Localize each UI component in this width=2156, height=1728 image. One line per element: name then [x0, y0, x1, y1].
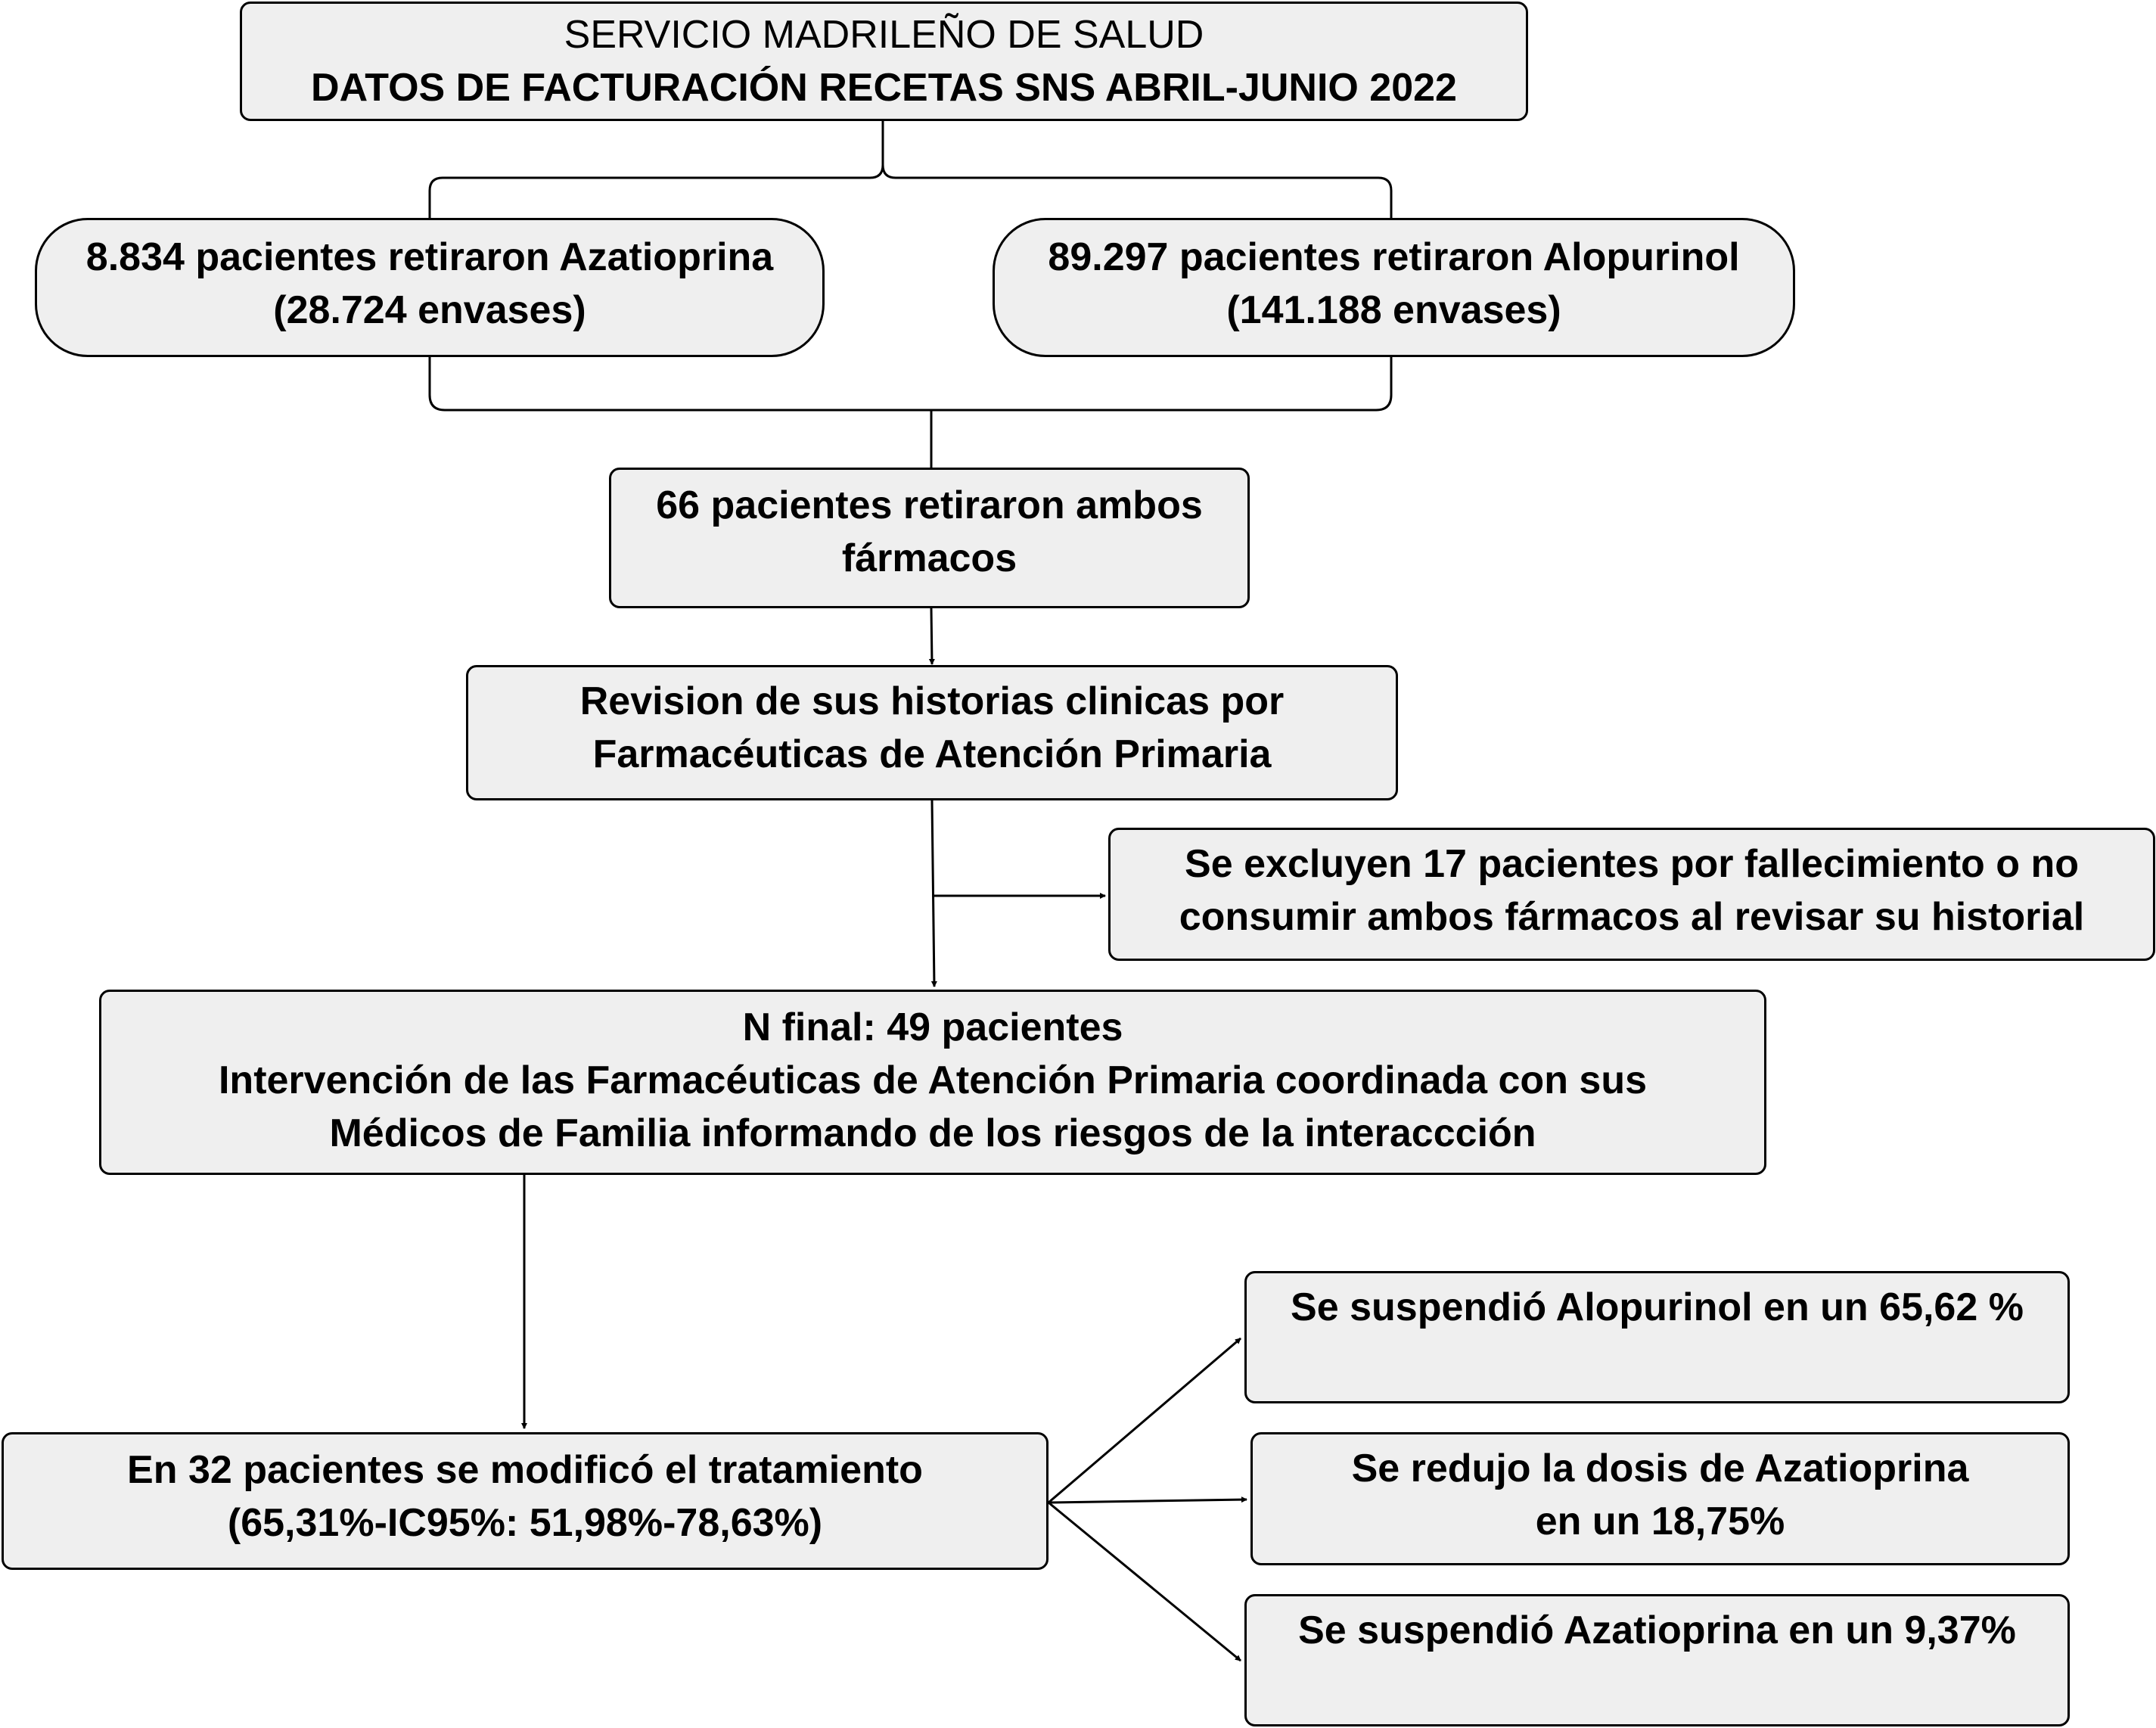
connector-revision-final: [932, 800, 934, 987]
modified-treatment-ci: (65,31%-IC95%: 51,98%-78,63%): [227, 1501, 823, 1545]
outcome-azatioprina-text: Se suspendió Azatioprina en un 9,37%: [1298, 1608, 2016, 1652]
connector-merge-bracket: [430, 357, 1391, 468]
header-title: SERVICIO MADRILEÑO DE SALUD: [564, 13, 1204, 57]
outcome-azatioprina-box: [1244, 1594, 2070, 1726]
final-box: [99, 990, 1766, 1175]
excluded-line1: Se excluyen 17 pacientes por fallecimiento o no: [1185, 842, 2079, 886]
connector-outcome-alopurinol: [1048, 1338, 1241, 1503]
both-drugs-line2: fármacos: [841, 536, 1017, 580]
final-intervention-line2: Médicos de Familia informando de los riesgos de la interaccción: [329, 1111, 1536, 1155]
connector-header-bracket: [430, 121, 1391, 218]
outcome-dose-reduction-line1: Se redujo la dosis de Azatioprina: [1351, 1447, 1969, 1490]
alopurinol-box: [993, 218, 1795, 357]
connector-outcome-azatioprina: [1048, 1503, 1241, 1661]
modified-treatment-count: En 32 pacientes se modificó el tratamiento: [127, 1448, 923, 1492]
review-line1: Revision de sus historias clinicas por: [579, 679, 1285, 723]
azatioprina-patients: 8.834 pacientes retiraron Azatioprina: [85, 235, 774, 279]
outcome-alopurinol-text: Se suspendió Alopurinol en un 65,62 %: [1291, 1285, 2024, 1329]
connector-ambos-revision: [931, 608, 932, 664]
both-drugs-line1: 66 pacientes retiraron ambos: [656, 483, 1203, 527]
header-subtitle: DATOS DE FACTURACIÓN RECETAS SNS ABRIL-JUNIO 2022: [311, 66, 1457, 110]
alopurinol-patients: 89.297 pacientes retiraron Alopurinol: [1048, 235, 1740, 279]
outcome-alopurinol-box: [1244, 1271, 2070, 1403]
review-line2: Farmacéuticas de Atención Primaria: [592, 732, 1272, 776]
header-box: [240, 2, 1528, 121]
outcome-dose-reduction-line2: en un 18,75%: [1535, 1500, 1785, 1543]
modified-treatment-box: [2, 1432, 1048, 1570]
outcome-dose-reduction-box: [1250, 1432, 2070, 1565]
review-box: [466, 665, 1398, 800]
excluded-box: [1108, 828, 2155, 961]
alopurinol-packages: (141.188 envases): [1226, 288, 1561, 332]
final-count: N final: 49 pacientes: [742, 1005, 1123, 1049]
both-drugs-box: [609, 468, 1250, 608]
connector-outcome-reduccion: [1048, 1500, 1247, 1503]
final-intervention-line1: Intervención de las Farmacéuticas de Atención Primaria coordinada con sus: [218, 1058, 1648, 1102]
azatioprina-packages: (28.724 envases): [273, 288, 586, 332]
azatioprina-box: [35, 218, 825, 357]
excluded-line2: consumir ambos fármacos al revisar su historial: [1179, 895, 2085, 939]
